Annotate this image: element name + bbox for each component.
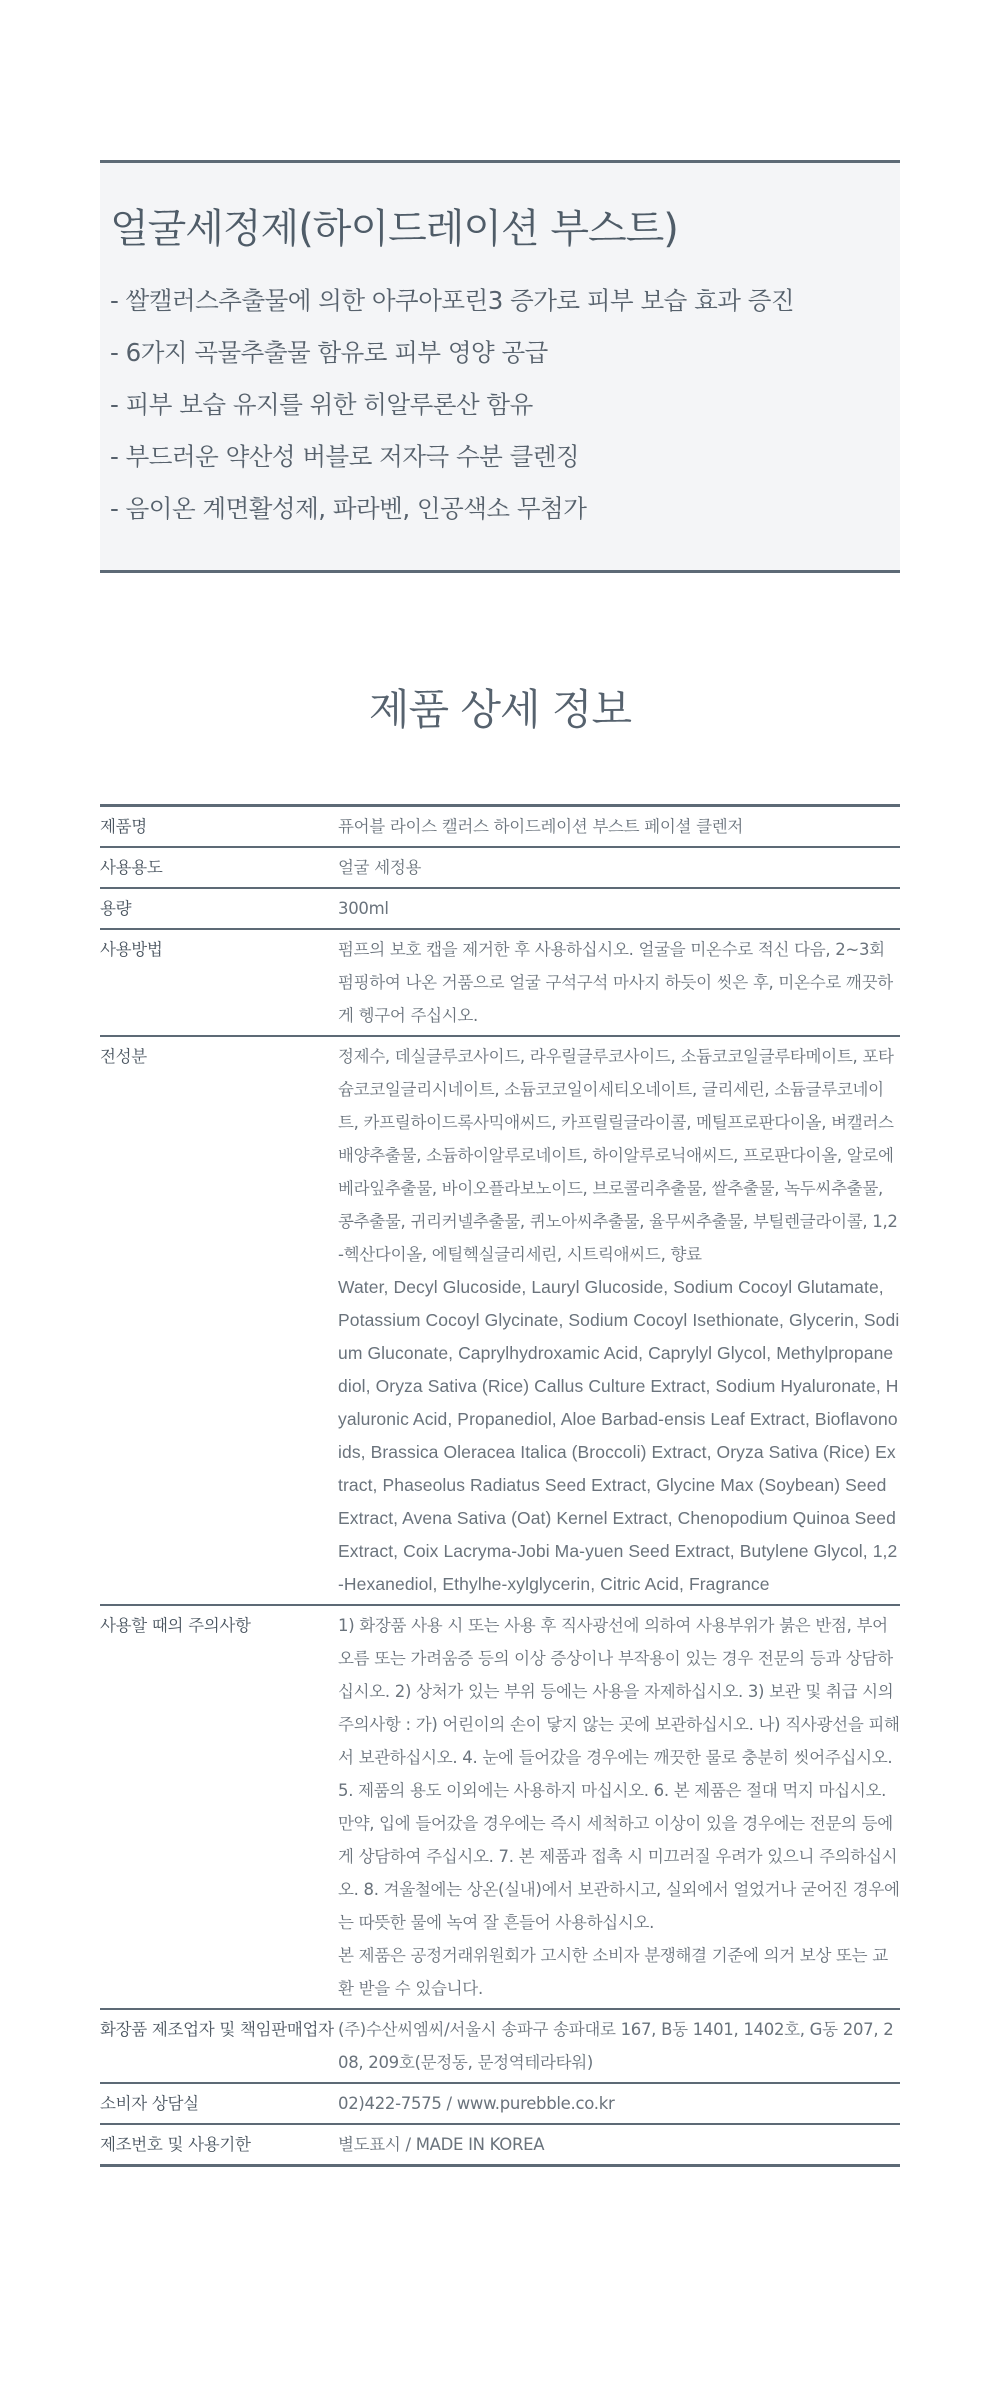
row-value: 퓨어블 라이스 캘러스 하이드레이션 부스트 페이셜 클렌저 — [338, 817, 744, 836]
table-row — [100, 1605, 900, 2009]
row-label: 소비자 상담실 — [100, 2083, 338, 2124]
table-row — [100, 2009, 900, 2083]
row-label: 화장품 제조업자 및 책임판매업자 — [100, 2009, 338, 2083]
table-row — [100, 2124, 900, 2166]
feature-item: - 음이온 계면활성제, 파라벤, 인공색소 무첨가 — [110, 494, 587, 523]
row-value: 300ml — [338, 888, 900, 929]
row-value: 펌프의 보호 캡을 제거한 후 사용하십시오. 얼굴을 미온수로 적신 다음, 2~3회 펌핑하여 나온 거품으로 얼굴 구석구석 마사지 하듯이 씻은 후, 미온수로 깨끗하게 헹구어 주십시오. — [338, 929, 900, 1036]
table-row — [100, 888, 900, 929]
ingredients-english: Water, Decyl Glucoside, Lauryl Glucoside, Sodium Cocoyl Glutamate, Potassium Cocoyl Glycinate, Sodium Cocoyl Isethionate, Glycerin, Sodium Gluconate, Caprylhydroxamic Acid, Caprylyl Glycol, Methylpropanediol, Oryza Sativa (Rice) Callus Culture Extract, Sodium Hyaluronate, Hyaluronic Acid, Propanediol, Aloe Barbad-ensis Leaf Extract, Bioflavonoids, Brassica Oleracea Italica (Broccoli) Extract, Oryza Sativa (Rice) Extract, Phaseolus Radiatus Seed Extract, Glycine Max (Soybean) Seed Extract, Avena Sativa (Oat) Kernel Extract, Chenopodium Quinoa Seed Extract, Coix Lacryma-Jobi Ma-yuen Seed Extract, Butylene Glycol, 1,2-Hexanediol, Ethylhe-xylglycerin, Citric Acid, Fragrance — [338, 1277, 900, 1594]
caution-text: 1) 화장품 사용 시 또는 사용 후 직사광선에 의하여 사용부위가 붉은 반점, 부어오름 또는 가려움증 등의 이상 증상이나 부작용이 있는 경우 전문의 등과 상담하십시오. 2) 상처가 있는 부위 등에는 사용을 자제하십시오. 3) 보관 및 취급 시의 주의사항 : 가) 어린이의 손이 닿지 않는 곳에 보관하십시오. 나) 직사광선을 피해서 보관하십시오. 4. 눈에 들어갔을 경우에는 깨끗한 물로 충분히 씻어주십시오. 5. 제품의 용도 이외에는 사용하지 마십시오. 6. 본 제품은 절대 먹지 마십시오. 만약, 입에 들어갔을 경우에는 즉시 세척하고 이상이 있을 경우에는 전문의 등에게 상담하여 주십시오. 7. 본 제품과 접촉 시 미끄러질 우려가 있으니 주의하십시오. 8. 겨울철에는 상온(실내)에서 보관하시고, 실외에서 얼었거나 굳어진 경우에는 따뜻한 물에 녹여 잘 흔들어 사용하십시오. — [338, 1616, 900, 1932]
feature-box — [100, 160, 900, 573]
feature-item: - 쌀캘러스추출물에 의한 아쿠아포린3 증가로 피부 보습 효과 증진 — [110, 286, 795, 315]
row-label: 전성분 — [100, 1036, 338, 1605]
table-row — [100, 1036, 900, 1605]
row-label: 제조번호 및 사용기한 — [100, 2124, 338, 2166]
row-label: 사용용도 — [100, 847, 338, 888]
row-value — [338, 1605, 900, 2009]
row-value: 02)422-7575 / www.purebble.co.kr — [338, 2083, 900, 2124]
table-row — [100, 2083, 900, 2124]
row-label: 용량 — [100, 888, 338, 929]
row-value: 별도표시 / MADE IN KOREA — [338, 2124, 900, 2166]
row-label: 사용방법 — [100, 929, 338, 1036]
row-value: 얼굴 세정용 — [338, 847, 900, 888]
ingredients-korean: 정제수, 데실글루코사이드, 라우릴글루코사이드, 소듐코코일글루타메이트, 포타슘코코일글리시네이트, 소듐코코일이세티오네이트, 글리세린, 소듐글루코네이트, 카프릴하이드록사믹애씨드, 카프릴릴글라이콜, 메틸프로판다이올, 벼캘러스배양추출물, 소듐하이알루로네이트, 하이알루로닉애씨드, 프로판다이올, 알로에베라잎추출물, 바이오플라보노이드, 브로콜리추출물, 쌀추출물, 녹두씨추출물, 콩추출물, 귀리커넬추출물, 퀴노아씨추출물, 율무씨추출물, 부틸렌글라이콜, 1,2-헥산다이올, 에틸헥실글리세린, 시트릭애씨드, 향료 — [338, 1047, 898, 1264]
table-row — [100, 806, 900, 848]
table-row — [100, 847, 900, 888]
feature-title: 얼굴세정제(하이드레이션 부스트) — [110, 206, 678, 252]
feature-item: - 부드러운 약산성 버블로 저자극 수분 클렌징 — [110, 442, 580, 471]
section-title: 제품 상세 정보 — [368, 685, 632, 734]
feature-list — [110, 275, 890, 535]
compensation-text: 본 제품은 공정거래위원회가 고시한 소비자 분쟁해결 기준에 의거 보상 또는 교환 받을 수 있습니다. — [338, 1946, 888, 1998]
row-label: 제품명 — [100, 817, 147, 836]
row-value — [338, 1036, 900, 1605]
row-value: (주)수산씨엠씨/서울시 송파구 송파대로 167, B동 1401, 1402호, G동 207, 208, 209호(문정동, 문정역테라타워) — [338, 2009, 900, 2083]
table-row — [100, 929, 900, 1036]
row-label: 사용할 때의 주의사항 — [100, 1605, 338, 2009]
product-detail-table — [100, 804, 900, 2167]
feature-item: - 피부 보습 유지를 위한 히알루론산 함유 — [110, 390, 533, 419]
feature-item: - 6가지 곡물추출물 함유로 피부 영양 공급 — [110, 338, 548, 367]
